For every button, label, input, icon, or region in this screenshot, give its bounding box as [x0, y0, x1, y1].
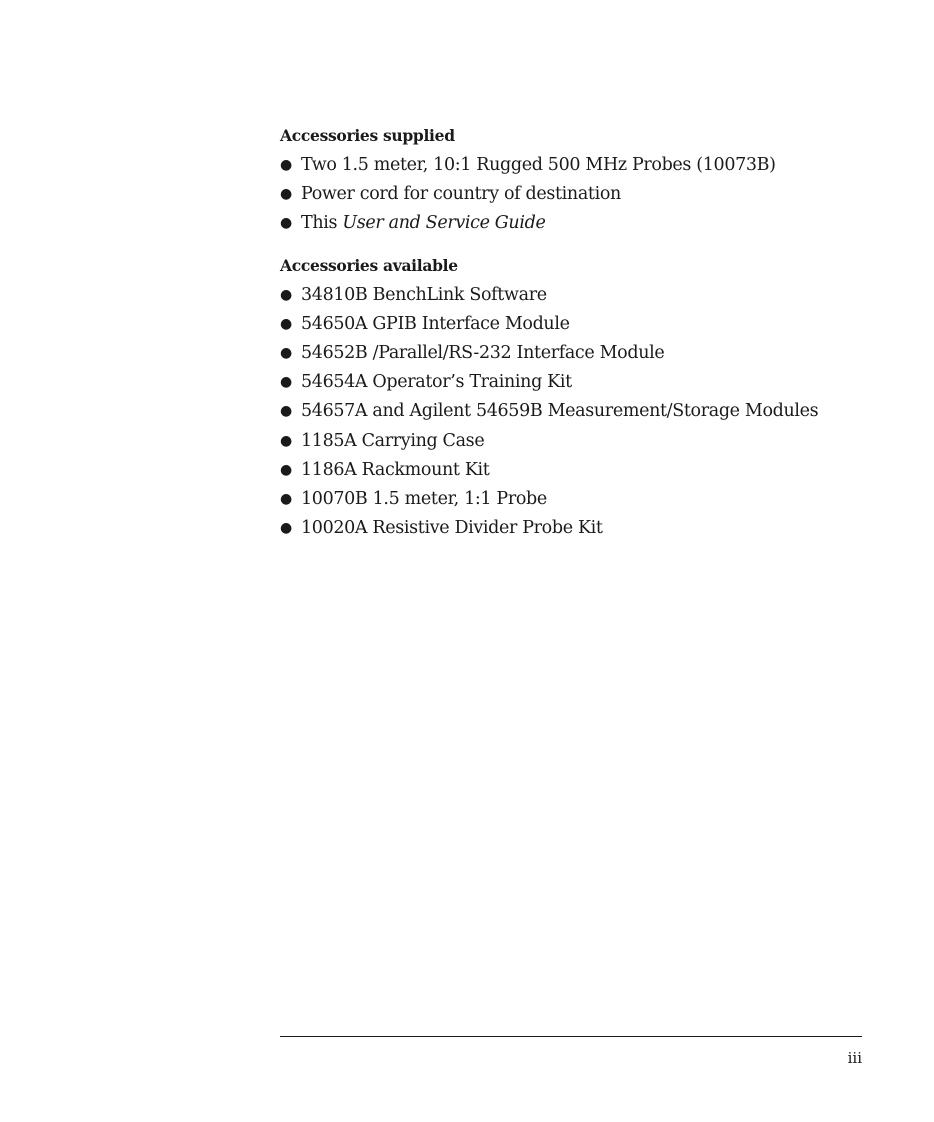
guide-title: User and Service Guide: [342, 213, 546, 234]
list-item: [280, 281, 860, 310]
list-item-text: 54652B /Parallel/RS-232 Interface Module: [301, 343, 665, 364]
bullet-icon: ●: [280, 315, 292, 332]
list-item-text: 10020A Resistive Divider Probe Kit: [301, 518, 603, 539]
list-item: [280, 180, 860, 209]
list-item: [280, 368, 860, 397]
footer-divider: [280, 1036, 862, 1037]
list-item-text: 10070B 1.5 meter, 1:1 Probe: [301, 489, 547, 510]
bullet-icon: ●: [280, 374, 292, 391]
list-item: [280, 339, 860, 368]
list-item: [280, 151, 860, 180]
accessories-available-list: [280, 281, 860, 544]
list-item-text: Two 1.5 meter, 10:1 Rugged 500 MHz Probes (10073B): [301, 155, 776, 175]
list-item: [280, 514, 860, 543]
page-number: iii: [847, 1049, 862, 1067]
accessories-supplied-heading: Accessories supplied: [280, 126, 455, 145]
bullet-icon: ●: [280, 186, 292, 203]
list-item-text: 34810B BenchLink Software: [301, 284, 547, 305]
bullet-icon: ●: [280, 286, 292, 303]
list-item: [280, 456, 860, 485]
bullet-icon: ●: [280, 461, 292, 478]
list-item: [280, 427, 860, 456]
bullet-icon: ●: [280, 491, 292, 508]
bullet-icon: ●: [280, 520, 292, 537]
list-item: [280, 209, 860, 238]
page-content: [280, 125, 860, 543]
bullet-icon: ●: [280, 215, 292, 232]
list-item-text: This: [301, 213, 343, 234]
bullet-icon: ●: [280, 403, 292, 420]
list-item-text: 54657A and Agilent 54659B Measurement/Storage Modules: [301, 401, 819, 422]
list-item-text: 1185A Carrying Case: [301, 430, 485, 451]
list-item-text: 1186A Rackmount Kit: [301, 459, 490, 480]
bullet-icon: ●: [280, 157, 292, 173]
accessories-supplied-list: [280, 151, 860, 239]
list-item-text: 54650A GPIB Interface Module: [301, 313, 570, 334]
list-item: [280, 397, 860, 426]
list-item: [280, 310, 860, 339]
accessories-available-heading: Accessories available: [280, 255, 458, 275]
list-item-text: 54654A Operator’s Training Kit: [301, 372, 572, 393]
list-item: [280, 485, 860, 514]
bullet-icon: ●: [280, 432, 292, 449]
list-item-text: Power cord for country of destination: [301, 184, 621, 205]
bullet-icon: ●: [280, 345, 292, 362]
